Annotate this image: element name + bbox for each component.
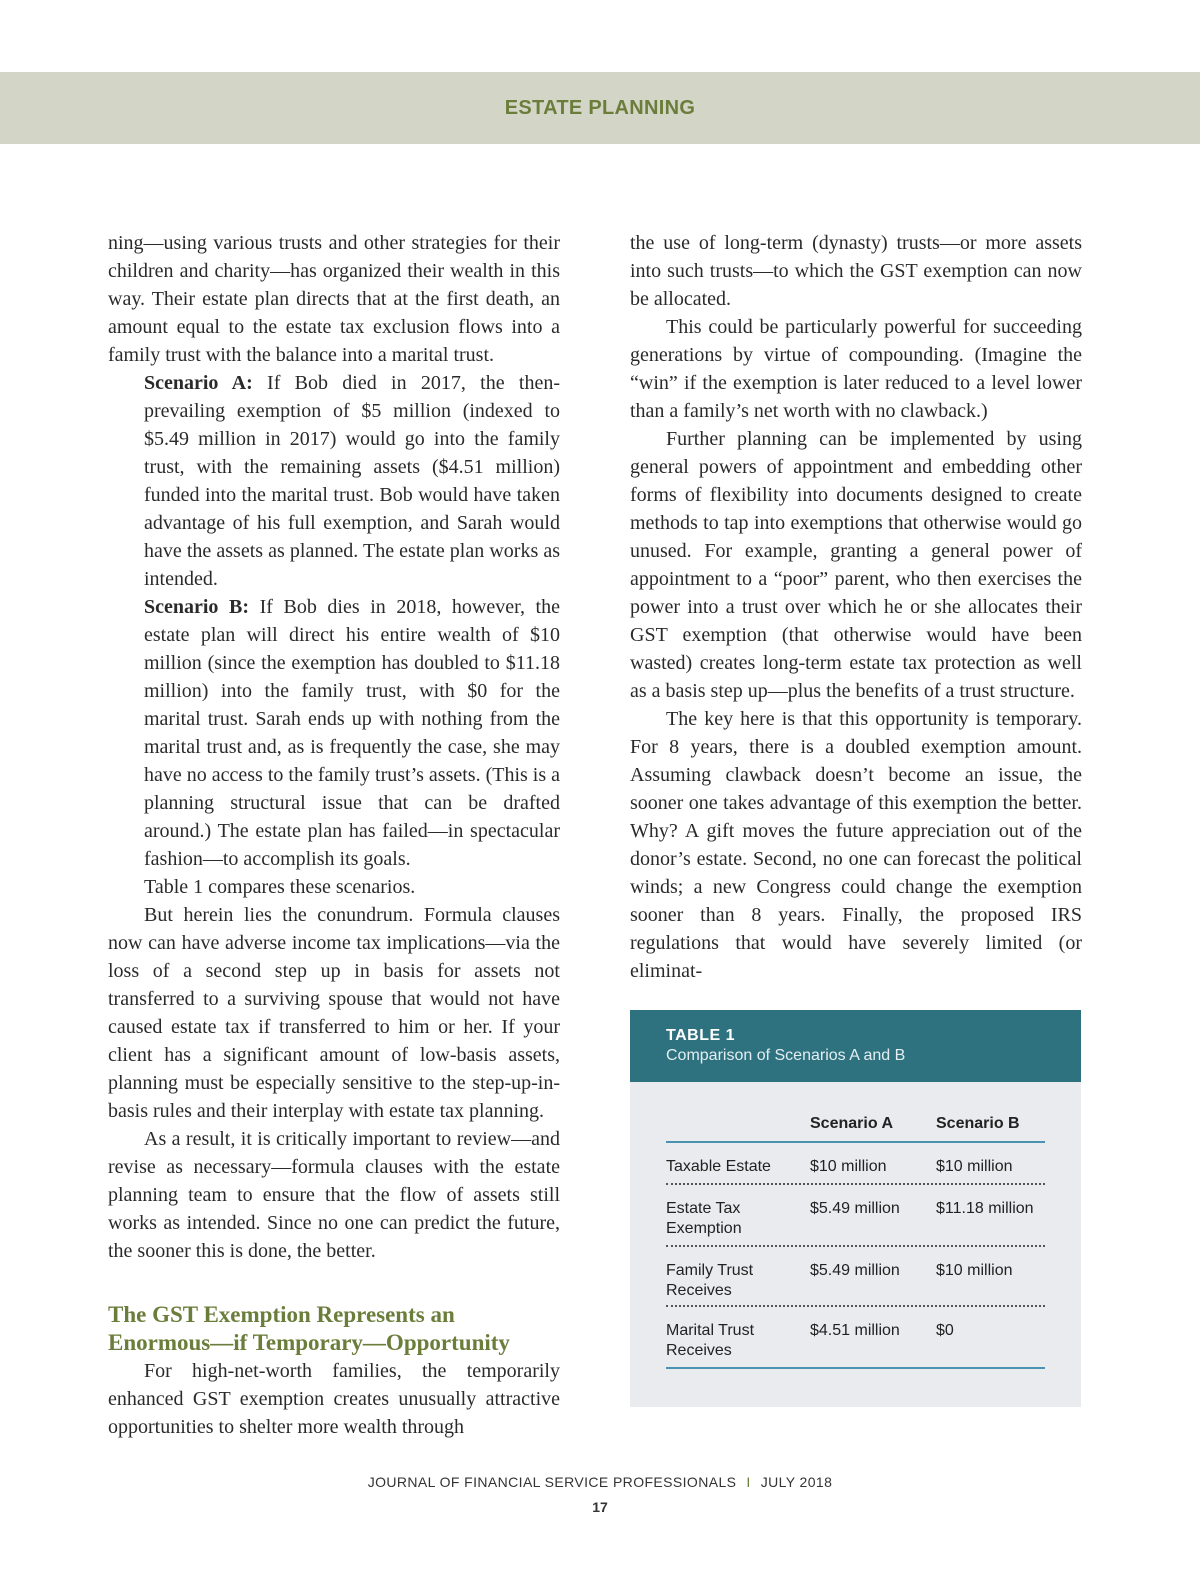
paragraph: The key here is that this opportunity is temporary. For 8 years, there is a doubled exemption amount. Assuming clawback doesn’t become an issue, the sooner one takes advantage of this exemption the better. Why? A gift moves the future appreciation out of the donor’s estate. Second, no one can forecast the political winds; a new Congress could change the exemption sooner than 8 years. Finally, the proposed IRS regulations that would have severely limited (or eliminat- bbox=[630, 708, 1082, 982]
page-number: 17 bbox=[592, 1499, 608, 1515]
paragraph: ning—using various trusts and other strategies for their children and charity—has organized their wealth in this way. Their estate plan directs that at the first death, an amount equal to the estate tax exclusion flows into a family trust with the balance into a marital trust. bbox=[108, 232, 560, 366]
section-label: ESTATE PLANNING bbox=[504, 96, 696, 119]
table-label: TABLE 1 bbox=[666, 1027, 735, 1044]
paragraph: Further planning can be implemented by using general powers of appointment and embedding other forms of flexibility into documents designed to create methods to tap into exemptions that otherwise would go unused. For example, granting a general power of appointment to a “poor” parent, who then exercises the power into a trust over which he or she allocates their GST exemption (that otherwise would have been wasted) creates long-term estate tax protection as well as a basis step up—plus the benefits of a trust structure. bbox=[630, 428, 1082, 702]
table-cell: $0 bbox=[936, 1322, 954, 1339]
table-cell: $4.51 million bbox=[810, 1322, 900, 1339]
paragraph: But herein lies the conundrum. Formula clauses now can have adverse income tax implications—via the loss of a second step up in basis for assets not transferred to a surviving spouse that would not have caused estate tax if transferred to him or her. If your client has a significant amount of low-basis assets, planning must be especially sensitive to the step-up-in-basis rules and their interplay with estate tax planning. bbox=[108, 904, 560, 1122]
table-cell: Family Trust Receives bbox=[666, 1262, 754, 1299]
scenario-b-label: Scenario B: bbox=[144, 596, 250, 618]
section-header-band bbox=[0, 72, 1200, 144]
table-reference: Table 1 compares these scenarios. bbox=[144, 876, 416, 898]
section-heading: The GST Exemption Represents an Enormous—if Temporary—Opportunity bbox=[108, 1302, 510, 1355]
table-row bbox=[666, 1247, 1045, 1307]
paragraph: As a result, it is critically important to review—and revise as necessary—formula clauses with the estate planning team to ensure that the flow of assets still works as intended. Since no one can predict the future, the sooner this is done, the better. bbox=[108, 1128, 560, 1262]
table-cell: $10 million bbox=[810, 1158, 887, 1175]
right-column bbox=[630, 229, 1082, 985]
table-cell: $10 million bbox=[936, 1262, 1013, 1279]
column-header: Scenario B bbox=[936, 1115, 1020, 1132]
table-row bbox=[666, 1143, 1045, 1185]
table-cell: $5.49 million bbox=[810, 1262, 900, 1279]
paragraph: For high-net-worth families, the temporarily enhanced GST exemption creates unusually attractive opportunities to shelter more wealth through bbox=[108, 1360, 560, 1438]
table-cell: Estate Tax Exemption bbox=[666, 1200, 742, 1237]
column-header: Scenario A bbox=[810, 1115, 893, 1132]
scenario-a-paragraph bbox=[108, 369, 560, 593]
table-header bbox=[630, 1010, 1081, 1082]
scenario-a-text: If Bob died in 2017, the then-prevailing exemption of $5 million (indexed to $5.49 million in 2017) would go into the family trust, with the remaining assets ($4.51 million) funded into the marital trust. Bob would have taken advantage of his full exemption, and Sarah would have the assets as planned. The estate plan works as intended. bbox=[144, 372, 560, 590]
scenario-b-paragraph bbox=[108, 593, 560, 873]
scenario-b-text: If Bob dies in 2018, however, the estate plan will direct his entire wealth of $10 million (since the exemption has doubled to $11.18 million) into the family trust, with $0 for the marital trust. Sarah ends up with nothing from the marital trust and, as is frequently the case, she may have no access to the family trust’s assets. (This is a planning structural issue that can be drafted around.) The estate plan has failed—in spectacular fashion—to accomplish its goals. bbox=[144, 596, 561, 870]
left-column bbox=[108, 229, 560, 1441]
table-row bbox=[666, 1307, 1045, 1369]
paragraph: This could be particularly powerful for succeeding generations by virtue of compounding. (Imagine the “win” if the exemption is later reduced to a level lower than a family’s net worth with no clawback.) bbox=[630, 316, 1082, 422]
page-footer bbox=[0, 1474, 1200, 1490]
table-cell: $5.49 million bbox=[810, 1200, 900, 1217]
table-cell: $10 million bbox=[936, 1158, 1013, 1175]
table-row bbox=[666, 1185, 1045, 1247]
table-cell: Taxable Estate bbox=[666, 1158, 771, 1175]
table-cell: Marital Trust Receives bbox=[666, 1322, 755, 1359]
table-column-headers bbox=[666, 1115, 1045, 1143]
table-cell: $11.18 million bbox=[936, 1200, 1034, 1217]
footer-separator: I bbox=[746, 1474, 751, 1490]
column-header bbox=[666, 1115, 810, 1141]
scenario-a-label: Scenario A: bbox=[144, 372, 253, 394]
comparison-table bbox=[630, 1010, 1081, 1407]
table-caption: Comparison of Scenarios A and B bbox=[666, 1047, 906, 1064]
paragraph: the use of long-term (dynasty) trusts—or more assets into such trusts—to which the GST exemption can now be allocated. bbox=[630, 232, 1082, 310]
table-grid bbox=[666, 1115, 1045, 1369]
journal-name: JOURNAL OF FINANCIAL SERVICE PROFESSIONALS bbox=[367, 1474, 737, 1490]
issue-date: JULY 2018 bbox=[760, 1474, 833, 1490]
